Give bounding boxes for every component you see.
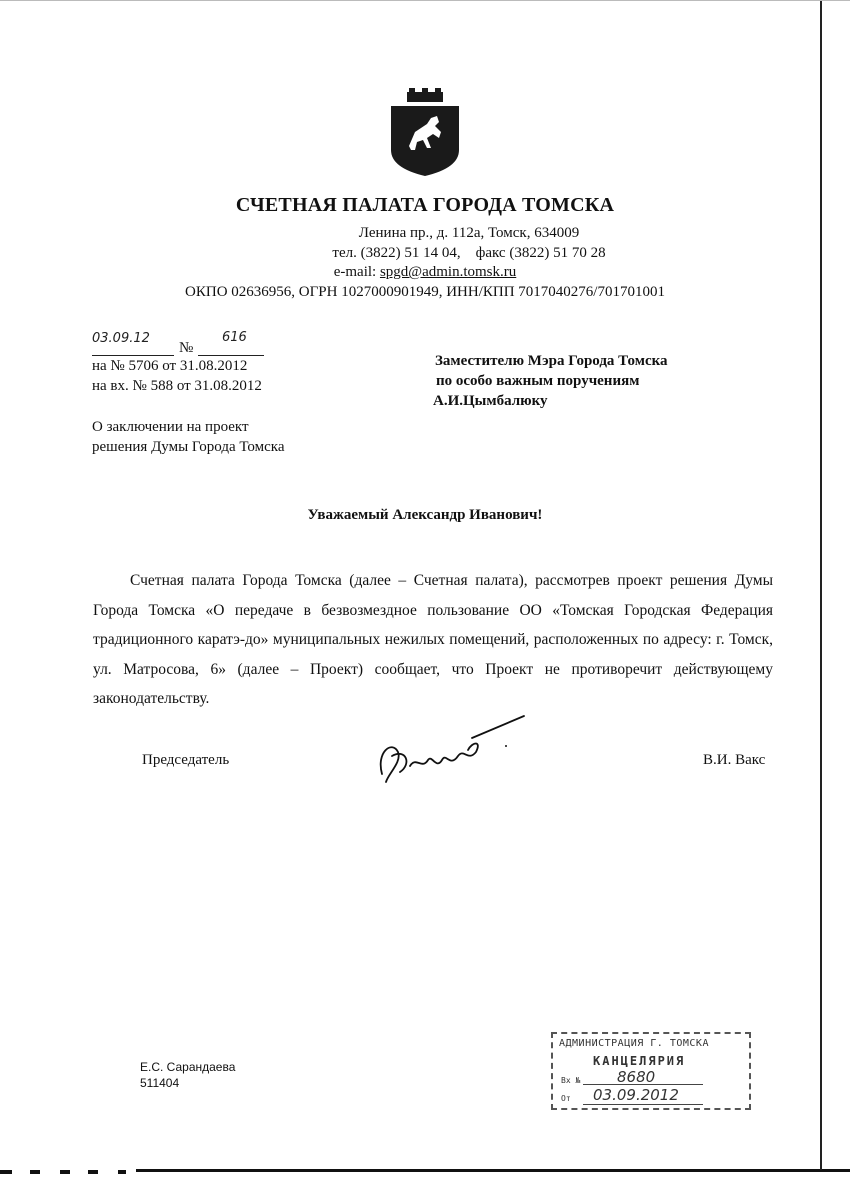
recipient-line-3: А.И.Цымбалюку <box>433 393 548 409</box>
organization-address <box>0 225 850 242</box>
address-text: Ленина пр., д. 112а, Томск, 634009 <box>358 225 580 241</box>
phone-text: тел. (3822) 51 14 04, <box>332 245 461 261</box>
scan-right-edge <box>820 0 822 1170</box>
recipient-line-1: Заместителю Мэра Города Томска <box>435 353 668 369</box>
city-coat-of-arms <box>387 88 463 178</box>
subject-line-2: решения Думы Города Томска <box>92 439 285 455</box>
greeting: Уважаемый Александр Иванович! <box>307 507 543 523</box>
number-label: № <box>179 340 194 356</box>
handwritten-number: 616 <box>222 330 247 345</box>
signatory-position: Председатель <box>142 752 230 768</box>
reference-line-2: на вх. № 588 от 31.08.2012 <box>92 378 262 394</box>
stamp-date-underline <box>583 1104 703 1105</box>
date-underline <box>92 355 174 356</box>
contact-phones <box>0 245 850 262</box>
email-link[interactable]: spgd@admin.tomsk.ru <box>379 264 517 280</box>
signature-graphic <box>372 712 532 788</box>
stamp-date-label: От <box>561 1094 571 1103</box>
registry-numbers: ОКПО 02636956, ОГРН 1027000901949, ИНН/КПП 7017040276/701701001 <box>185 284 665 300</box>
signatory-name: В.И. Вакс <box>703 752 766 768</box>
handwritten-date: 03.09.12 <box>92 331 150 346</box>
scan-top-edge <box>0 0 850 1</box>
executor-phone: 511404 <box>140 1076 180 1090</box>
stamp-in-number: 8680 <box>617 1068 656 1086</box>
email-line <box>0 264 850 281</box>
stamp-number-underline <box>583 1084 703 1085</box>
fax-text: факс (3822) 51 70 28 <box>475 245 606 261</box>
scan-bottom-marks <box>0 1162 850 1170</box>
stamp-line-2: КАНЦЕЛЯРИЯ <box>593 1054 686 1068</box>
letter-body: Счетная палата Города Томска (далее – Счетная палата), рассмотрев проект решения Думы Города Томска «О передаче в безвозмездное пользование ОО «Томская Городская Федерация традиционного каратэ-до» муниципальных нежилых помещений, расположенных по адресу: г. Томск, ул. Матросова, 6» (далее – Проект) сообщает, что Проект не противоречит действующему законодательству. <box>93 572 773 707</box>
executor-name: Е.С. Сарандаева <box>140 1060 236 1074</box>
stamp-date: 03.09.2012 <box>593 1086 679 1104</box>
reference-line-1: на № 5706 от 31.08.2012 <box>92 358 248 374</box>
stamp-line-1: АДМИНИСТРАЦИЯ Г. ТОМСКА <box>559 1038 709 1049</box>
recipient-line-2: по особо важным поручениям <box>436 373 640 389</box>
email-label: e-mail: <box>333 264 377 280</box>
registration-stamp <box>551 1032 751 1110</box>
number-underline <box>198 355 264 356</box>
stamp-in-label: Вх № <box>561 1076 581 1085</box>
subject-line-1: О заключении на проект <box>92 419 249 435</box>
organization-title: СЧЕТНАЯ ПАЛАТА ГОРОДА ТОМСКА <box>235 194 615 216</box>
